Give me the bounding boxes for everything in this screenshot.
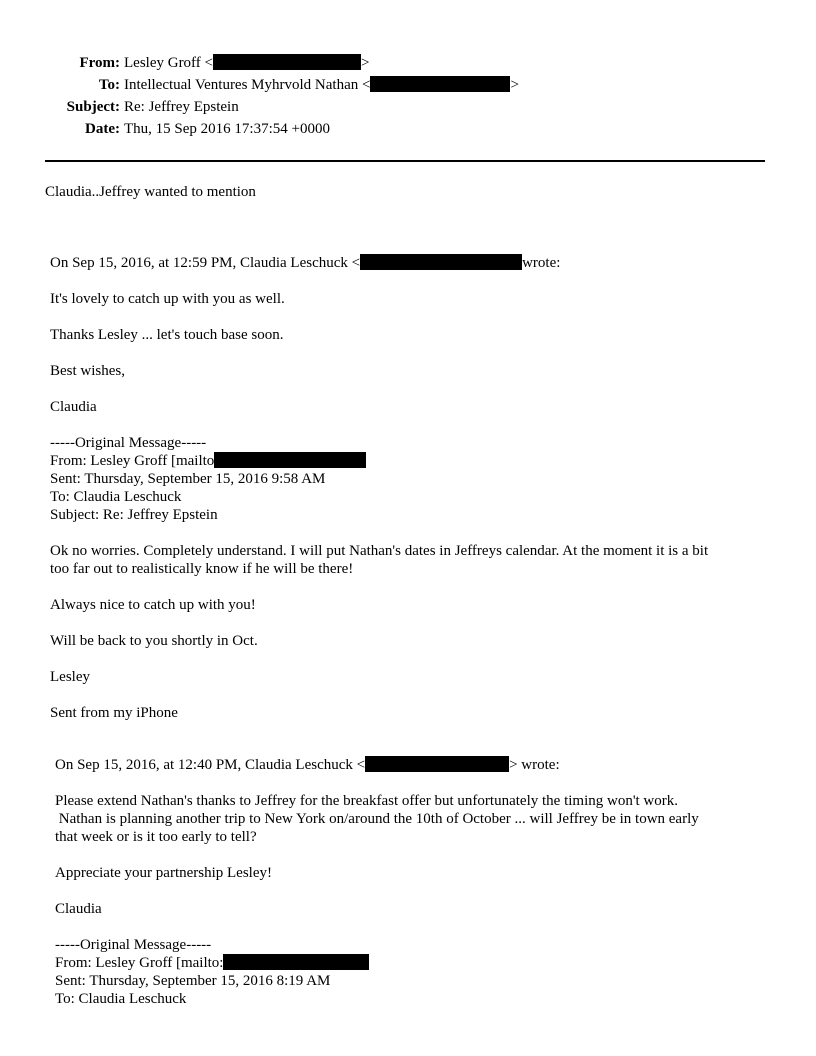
reply-signature: Claudia xyxy=(55,901,102,917)
to-name: Intellectual Ventures Myhrvold Nathan xyxy=(124,77,359,93)
original-from xyxy=(55,954,369,972)
to-label: To: xyxy=(98,77,120,93)
reply-attribution-suffix: > wrote: xyxy=(509,757,560,773)
message-paragraph: too far out to realistically know if he will be there! xyxy=(50,561,354,577)
message-paragraph: Ok no worries. Completely understand. I will put Nathan's dates in Jeffreys calendar. At the moment it is a bit xyxy=(50,543,709,559)
reply-attribution xyxy=(55,756,699,774)
original-sent: Sent: Thursday, September 15, 2016 8:19 AM xyxy=(55,973,331,989)
reply-attribution xyxy=(50,254,560,272)
reply-attribution-prefix: On Sep 15, 2016, at 12:40 PM, Claudia Leschuck < xyxy=(55,757,366,773)
original-message-marker: -----Original Message----- xyxy=(55,937,212,953)
reply-attribution-suffix: wrote: xyxy=(522,255,561,271)
date-label: Date: xyxy=(85,121,120,137)
redaction-box xyxy=(365,756,509,772)
reply-attribution-prefix: On Sep 15, 2016, at 12:59 PM, Claudia Leschuck < xyxy=(50,255,361,271)
original-message-1 xyxy=(50,434,708,722)
original-from-text: From: Lesley Groff [mailto xyxy=(50,453,215,469)
from-value: Lesley Groff < > xyxy=(124,55,370,71)
reply-paragraph: It's lovely to catch up with you as well. xyxy=(50,291,285,307)
redaction-box xyxy=(360,254,522,270)
original-to: To: Claudia Leschuck xyxy=(55,991,187,1007)
reply-paragraph: Best wishes, xyxy=(50,363,125,379)
original-to: To: Claudia Leschuck xyxy=(50,489,182,505)
redaction-box xyxy=(214,452,366,468)
message-footer: Sent from my iPhone xyxy=(50,705,178,721)
subject-value: Re: Jeffrey Epstein xyxy=(124,99,239,115)
message-paragraph: Will be back to you shortly in Oct. xyxy=(50,633,258,649)
reply-block-2 xyxy=(55,756,699,918)
redaction-box xyxy=(370,76,510,92)
original-from-text: From: Lesley Groff [mailto: xyxy=(55,955,224,971)
reply-signature: Claudia xyxy=(50,399,97,415)
reply-paragraph: Thanks Lesley ... let's touch base soon. xyxy=(50,327,284,343)
from-label: From: xyxy=(79,55,120,71)
reply-paragraph: Please extend Nathan's thanks to Jeffrey for the breakfast offer but unfortunately the timing won't work. xyxy=(55,793,679,809)
message-signature: Lesley xyxy=(50,669,90,685)
date-value: Thu, 15 Sep 2016 17:37:54 +0000 xyxy=(124,121,330,137)
from-name: Lesley Groff xyxy=(124,55,201,71)
reply-block-1 xyxy=(50,254,560,416)
original-sent: Sent: Thursday, September 15, 2016 9:58 AM xyxy=(50,471,326,487)
redaction-box xyxy=(213,54,361,70)
body-intro: Claudia..Jeffrey wanted to mention xyxy=(45,184,256,200)
redaction-box xyxy=(223,954,369,970)
reply-paragraph: Nathan is planning another trip to New York on/around the 10th of October ... will Jeffrey be in town early xyxy=(55,811,699,827)
reply-paragraph: that week or is it too early to tell? xyxy=(55,829,257,845)
message-paragraph: Always nice to catch up with you! xyxy=(50,597,256,613)
subject-label: Subject: xyxy=(66,99,120,115)
reply-paragraph: Appreciate your partnership Lesley! xyxy=(55,865,272,881)
original-message-2 xyxy=(55,936,369,1008)
header-divider xyxy=(45,160,765,162)
original-message-marker: -----Original Message----- xyxy=(50,435,207,451)
to-value: Intellectual Ventures Myhrvold Nathan < > xyxy=(124,77,519,93)
original-from xyxy=(50,452,708,470)
original-subject: Subject: Re: Jeffrey Epstein xyxy=(50,507,218,523)
